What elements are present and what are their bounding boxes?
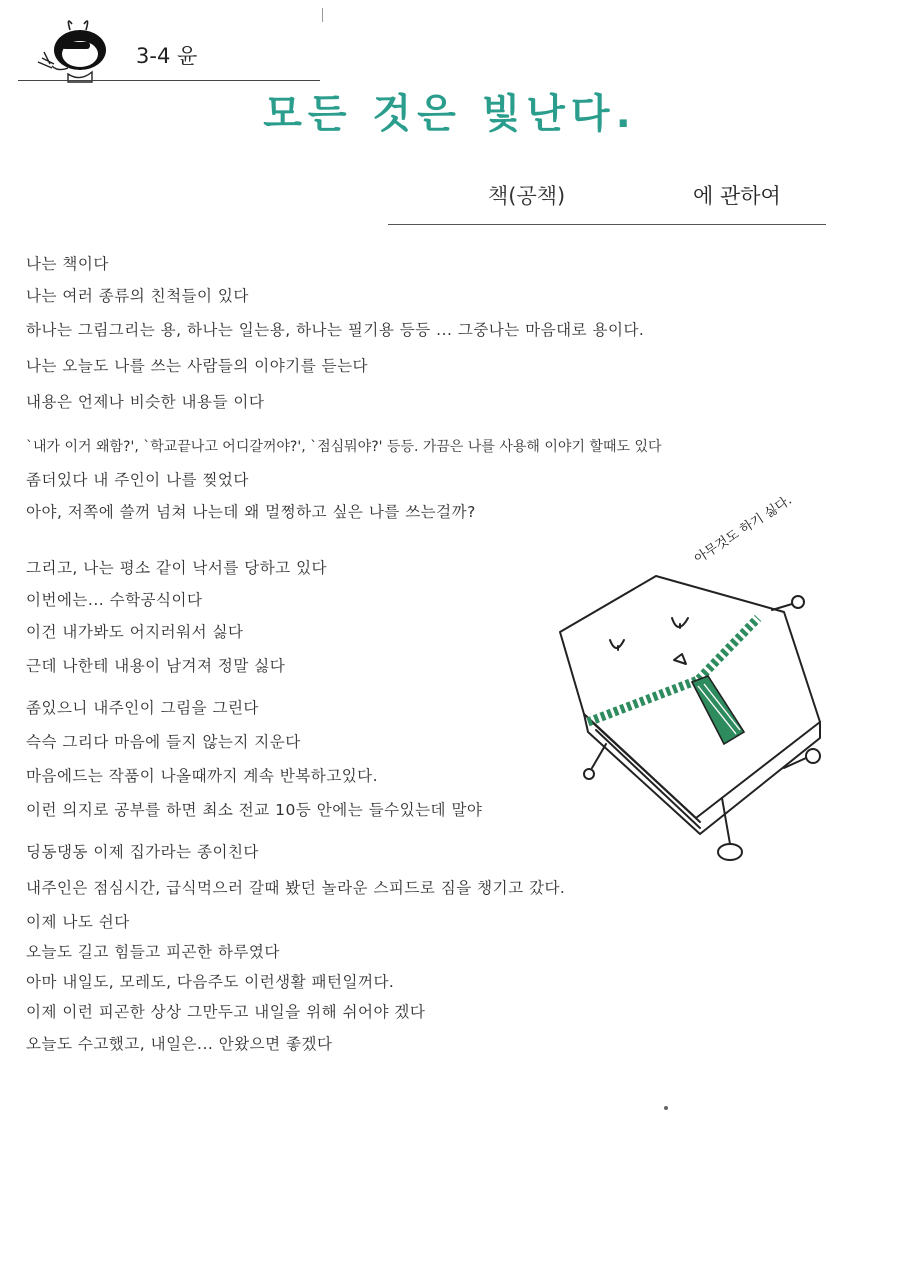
essay-line: 나는 책이다 [26, 255, 109, 273]
essay-line: 이제 이런 피곤한 상상 그만두고 내일을 위해 쉬어야 겠다 [26, 1003, 426, 1021]
essay-line: 이번에는... 수학공식이다 [26, 591, 203, 609]
header-divider [18, 80, 320, 81]
subject-label: 책(공책) [488, 184, 566, 208]
essay-line: 나는 여러 종류의 친척들이 있다 [26, 287, 249, 305]
book-caption: 아무것도 하기 싫다. [691, 492, 795, 567]
essay-title: 모든 것은 빛난다. [263, 91, 637, 137]
essay-line: 아야, 저쪽에 쓸꺼 넘쳐 나는데 왜 멀쩡하고 싶은 나를 쓰는걸까? [26, 503, 476, 521]
essay-line: 마음에드는 작품이 나올때까지 계속 반복하고있다. [26, 767, 379, 785]
essay-line: 슥슥 그리다 마음에 들지 않는지 지운다 [26, 733, 301, 751]
class-label: 3-4 윤 [136, 44, 198, 68]
essay-line: 오늘도 길고 힘들고 피곤한 하루였다 [26, 943, 280, 961]
essay-line: 하나는 그림그리는 용, 하나는 일는용, 하나는 필기용 등등 ... 그중나는 마음대로 용이다. [26, 321, 645, 339]
essay-line: 그리고, 나는 평소 같이 낙서를 당하고 있다 [26, 559, 328, 577]
essay-line: 딩동댕동 이제 집가라는 종이친다 [26, 843, 259, 861]
scan-mark [322, 8, 323, 22]
subject-divider [388, 224, 826, 225]
about-label: 에 관하여 [693, 184, 781, 208]
essay-line: 내용은 언제나 비슷한 내용들 이다 [26, 393, 265, 411]
essay-line: 이제 나도 쉰다 [26, 913, 130, 931]
essay-line: 내주인은 점심시간, 급식먹으러 갈때 봤던 놀라운 스피드로 짐을 챙기고 갔다. [26, 879, 566, 897]
essay-line: 나는 오늘도 나를 쓰는 사람들의 이야기를 듣는다 [26, 357, 369, 375]
essay-line: 이건 내가봐도 어지러워서 싫다 [26, 623, 244, 641]
essay-line: 좀더있다 내 주인이 나를 찢었다 [26, 471, 249, 489]
ink-dot [664, 1106, 668, 1110]
essay-line: 근데 나한테 내용이 남겨져 정말 싫다 [26, 657, 286, 675]
essay-line: 좀있으니 내주인이 그림을 그린다 [26, 699, 259, 717]
mascot-icon [28, 18, 120, 84]
essay-line: 오늘도 수고했고, 내일은... 안왔으면 좋겠다 [26, 1035, 333, 1053]
essay-line: `내가 이거 왜함?', `학교끝나고 어디갈꺼야?', `점심뭐야?' 등등. 가끔은 나를 사용해 이야기 할때도 있다 [26, 439, 662, 455]
essay-line: 아마 내일도, 모레도, 다음주도 이런생활 패턴일꺼다. [26, 973, 395, 991]
essay-line: 이런 의지로 공부를 하면 최소 전교 10등 안에는 들수있는데 말야 [26, 801, 483, 819]
